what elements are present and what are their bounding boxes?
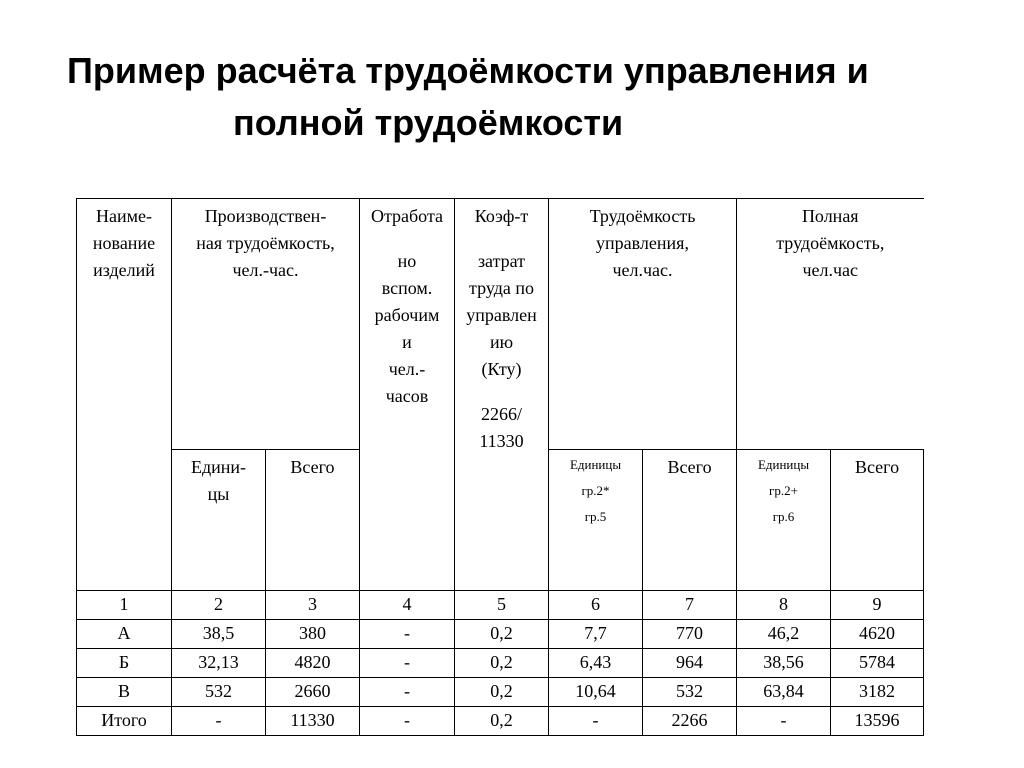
table-cell: Итого [77,707,172,736]
header-text: часов [385,386,429,406]
header-text: гр.5 [584,509,607,524]
table-cell: - [549,707,643,736]
title-line-1: Пример расчёта трудоёмкости управления и [67,50,869,91]
subheader-mgmt-total [643,450,737,591]
table-cell: 6,43 [549,649,643,678]
table-cell: 38,5 [172,620,266,649]
column-number: 6 [549,591,643,620]
table-cell: А [77,620,172,649]
header-text: управления, [596,233,689,253]
header-text: но [397,251,417,271]
column-number-row [77,591,924,620]
header-product-name [77,199,172,591]
header-text: трудоёмкость, [776,233,885,253]
header-text: Всего [854,457,900,477]
header-text: изделий [93,260,155,280]
spacer [455,383,548,401]
table-row [77,678,924,707]
header-text: труда по [469,278,534,298]
header-text: Полная [801,206,859,226]
column-number: 7 [643,591,737,620]
table-cell: 4620 [831,620,924,649]
subheader-units [172,450,266,591]
table-cell: 38,56 [737,649,831,678]
table-row [77,649,924,678]
spacer [455,230,548,248]
header-text: Производствен- [204,206,327,226]
table-cell: 10,64 [549,678,643,707]
table-cell: 2660 [266,678,360,707]
header-text: 2266/ [480,404,522,424]
column-number: 8 [737,591,831,620]
table-cell: - [360,678,455,707]
table-cell: 532 [172,678,266,707]
table-cell: 0,2 [455,620,549,649]
column-number: 3 [266,591,360,620]
header-text: цы [207,484,230,504]
header-text: (Кту) [481,359,522,379]
header-text: управлен [466,305,537,325]
header-management-labor [549,199,737,450]
table-cell: - [360,620,455,649]
header-total-labor [737,199,924,450]
header-text: рабочим [374,305,440,325]
header-ktu-coefficient [455,199,549,591]
header-text: 11330 [479,431,524,451]
table-cell: 0,2 [455,678,549,707]
header-text: чел.- [388,359,426,379]
table-cell: 11330 [266,707,360,736]
column-number: 1 [77,591,172,620]
header-text: Наиме- [96,206,152,226]
table-cell: 770 [643,620,737,649]
header-text: гр.2* [581,483,610,498]
table-cell: 380 [266,620,360,649]
table-cell: 4820 [266,649,360,678]
table-cell: 2266 [643,707,737,736]
header-text: чел.час [802,260,859,280]
table-cell: 532 [643,678,737,707]
header-text: Единицы [757,457,810,472]
table-cell: 63,84 [737,678,831,707]
table-row-total [77,707,924,736]
column-number: 4 [360,591,455,620]
table-cell: 13596 [831,707,924,736]
header-text: затрат [477,251,526,271]
table-cell: 7,7 [549,620,643,649]
table-cell: 32,13 [172,649,266,678]
subheader-full-total [831,450,924,591]
table-cell: - [172,707,266,736]
table-cell: 0,2 [455,707,549,736]
header-text: Всего [667,457,712,477]
table-cell: - [360,649,455,678]
table-cell: 964 [643,649,737,678]
table-cell: 46,2 [737,620,831,649]
table-cell: 3182 [831,678,924,707]
column-number: 5 [455,591,549,620]
header-text: ная трудоёмкость, [196,233,335,253]
column-number: 9 [831,591,924,620]
table-row [77,620,924,649]
calculation-table [76,198,924,736]
header-text: ию [489,332,514,352]
subheader-total [266,450,360,591]
header-text: Единицы [569,457,622,472]
header-text: Коэф-т [474,206,529,226]
subheader-full-units [737,450,831,591]
header-text: чел.час. [612,260,673,280]
table-cell: В [77,678,172,707]
header-text: Всего [290,457,335,477]
table-cell: - [737,707,831,736]
header-production-labor [172,199,360,450]
header-text: чел.-час. [232,260,299,280]
header-text: и [402,332,412,352]
title-line-2: полной трудоёмкости [233,102,624,143]
spacer [360,230,454,248]
header-text: нование [92,233,156,253]
table-cell: Б [77,649,172,678]
table-cell: - [360,707,455,736]
header-worked-hours [360,199,455,591]
table-cell: 0,2 [455,649,549,678]
header-text: Трудоёмкость [589,206,696,226]
header-text: гр.6 [772,509,795,524]
header-text: гр.2+ [769,483,798,498]
header-text: Отработа [370,206,444,226]
subheader-mgmt-units [549,450,643,591]
header-text: Едини- [190,457,247,477]
table-cell: 5784 [831,649,924,678]
header-text: вспом. [381,278,433,298]
calculation-table-container [76,198,923,732]
column-number: 2 [172,591,266,620]
header-row [77,199,924,450]
